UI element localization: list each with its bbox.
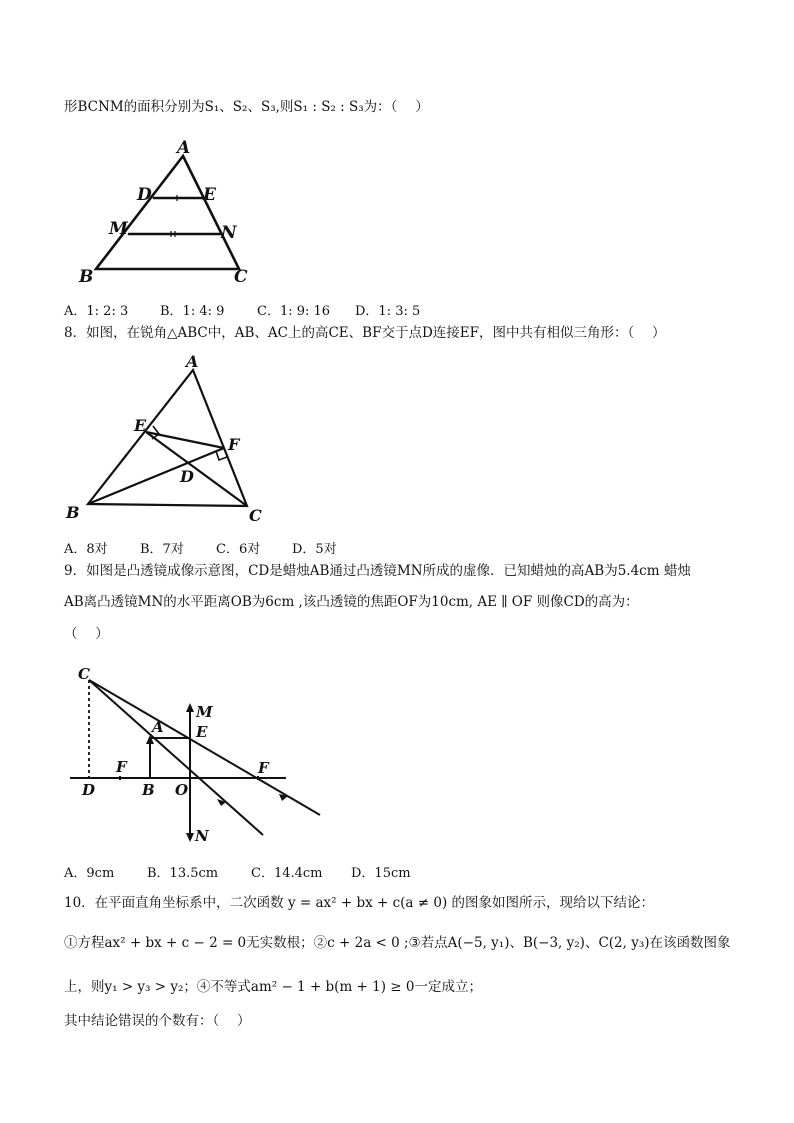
q9-label-b: B [142,781,155,799]
q8-stem: 8．如图，在锐角△ABC中，AB、AC上的高CE、BF交于点D连接EF，图中共有相似三角形：（ ） [64,325,666,341]
q9-stem-line2: AB离凸透镜MN的水平距离OB为6cm ,该凸透镜的焦距OF为10cm, AE ∥ OF 则像CD的高为： [64,594,639,610]
q10-stem-line2: ①方程ax² + bx + c − 2 = 0无实数根；②c + 2a < 0 ;③若点A(−5, y₁)、B(−3, y₂)、C(2, y₃)在该函数图象 [64,935,731,951]
q9-options [64,862,411,881]
q8-altitude-bf [88,448,224,504]
q10-stem-line3: 上，则y₁ > y₃ > y₂；④不等式am² − 1 + b(m + 1) ≥ 0一定成立； [64,979,482,995]
q7-label-b: B [79,267,94,287]
q7-options [64,300,420,319]
q7-label-m: M [109,219,128,239]
q9-arrow-m [186,703,194,712]
q7-triangle-figure [72,136,262,288]
q7-option-b[interactable]: B．1: 4: 9 [160,304,225,319]
q9-label-m: M [196,703,213,721]
q7-triangle-abc [96,156,239,269]
q7-label-e: E [203,185,216,205]
q8-label-a: A [186,354,199,371]
q9-label-e: E [196,723,208,741]
q8-label-d: D [180,467,194,486]
q9-stem-line1: 9．如图是凸透镜成像示意图，CD是蜡烛AB通过凸透镜MN所成的虚像．已知蜡烛的高AB为5.4cm 蜡烛 [64,563,691,579]
q7-label-d: D [137,185,152,205]
q9-option-d[interactable]: D．15cm [351,866,411,881]
q9-label-d: D [82,781,96,799]
q9-label-n: N [195,827,209,845]
q8-options [64,538,337,557]
q9-label-a: A [152,718,164,736]
q9-option-a[interactable]: A．9cm [64,866,115,881]
q9-lens-figure [68,665,328,845]
q8-label-e: E [134,416,147,435]
q9-label-o: O [175,781,189,799]
q9-arrow-n [186,833,194,842]
q8-label-b: B [66,503,80,522]
q7-option-d[interactable]: D．1: 3: 5 [355,304,421,319]
q8-triangle-figure [60,354,280,526]
q7-label-n: N [221,223,237,243]
q8-label-f: F [228,435,240,454]
q7-stem-tail: 形BCNM的面积分别为S₁、S₂、S₃,则S₁ : S₂ : S₃为：（ ） [64,99,429,115]
q9-option-b[interactable]: B．13.5cm [147,866,219,881]
q9-ray-ce [89,680,320,815]
q8-option-c[interactable]: C．6对 [216,542,261,557]
q7-option-a[interactable]: A．1: 2: 3 [64,304,129,319]
q9-label-c: C [78,665,90,683]
q9-option-c[interactable]: C．14.4cm [251,866,323,881]
q8-option-d[interactable]: D．5对 [292,542,337,557]
q8-label-c: C [249,506,262,525]
q10-stem-line4: 其中结论错误的个数有：（ ） [64,1013,251,1029]
q9-stem-line3: （ ） [64,626,109,642]
q7-option-c[interactable]: C．1: 9: 16 [257,304,331,319]
q8-option-b[interactable]: B．7对 [140,542,184,557]
q9-label-f-right: F [258,759,269,777]
q9-label-f-left: F [116,758,127,776]
q8-option-a[interactable]: A．8对 [64,542,108,557]
q8-triangle-abc [88,370,247,506]
q10-stem-line1: 10．在平面直角坐标系中，二次函数 y = ax² + bx + c(a ≠ 0) 的图象如图所示，现给以下结论： [64,895,655,911]
q7-label-a: A [177,138,191,158]
q7-label-c: C [234,267,248,287]
